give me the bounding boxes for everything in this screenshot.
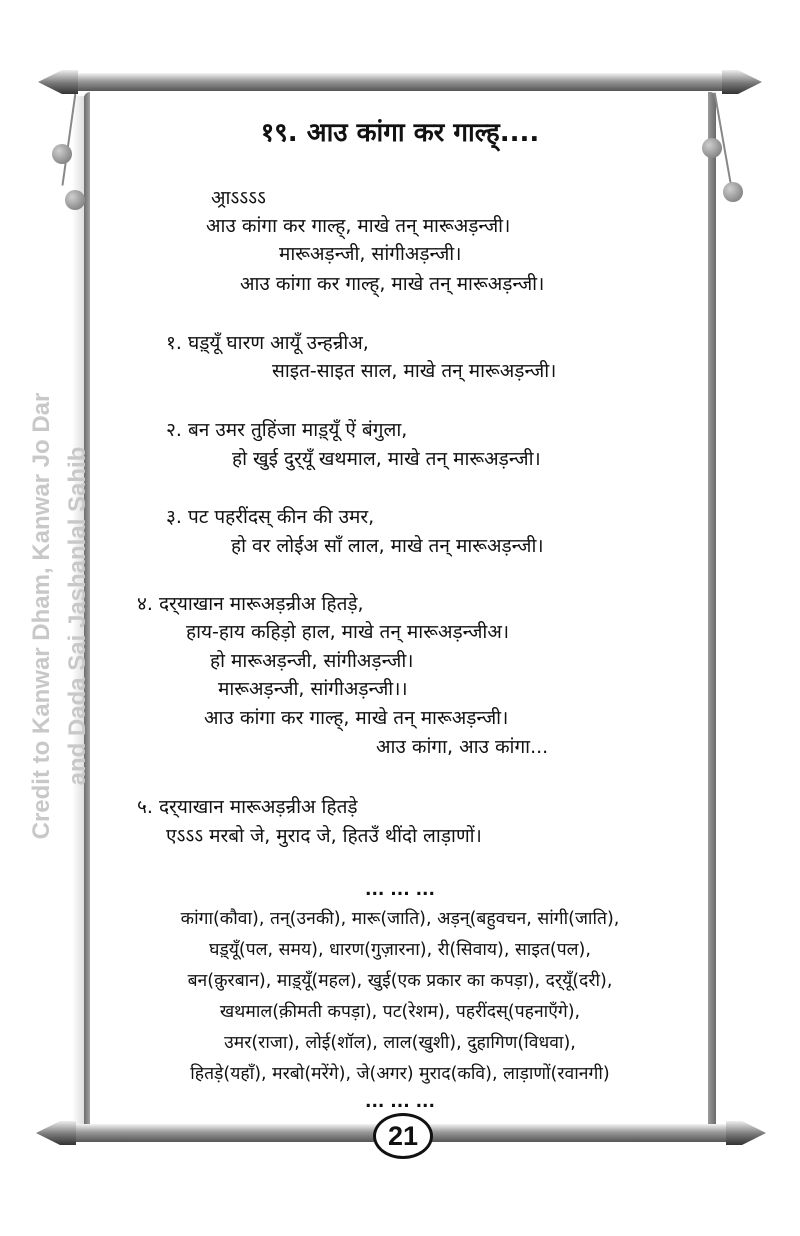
page-number-badge: 21 <box>373 1113 433 1159</box>
glossary-line-5: उमर(राजा), लोई(शॉल), लाल(खुशी), दुहागिण(विधवा), <box>224 1033 576 1053</box>
bottom-left-rod-knob <box>36 1121 76 1145</box>
intro-line-3: मारूअड़न्जी, सांगीअड़न्जी। <box>279 243 462 265</box>
verse-2-line-1: २. बन उमर तुहिंजा माड़्यूँ ऐं बंगुला, <box>166 419 408 441</box>
verse-3-line-1: ३. पट पहरींदस् कीन की उमर, <box>166 506 375 528</box>
intro-line-1: अ्राऽऽऽऽ <box>211 187 266 209</box>
verse-3-line-2: हो वर लोईअ साँ लाल, माखे तन् मारूअड़न्जी। <box>231 535 544 557</box>
verse-1-line-1: १. घड़्यूँ घारण आयूँ उन्हन्रीअ, <box>166 332 369 354</box>
glossary-line-6: हितड़े(यहाँ), मरबो(मरेंगे), जे(अगर) मुराद(कवि), लाड़ाणों(रवानगी) <box>190 1064 610 1084</box>
top-left-rod-knob <box>38 70 78 94</box>
glossary-line-1: कांगा(कौवा), तन्(उनकी), मारू(जाति), अड़न्(बहुवचन, सांगी(जाति), <box>180 909 620 929</box>
top-rod <box>62 73 734 91</box>
verse-4-line-3: हो मारूअड़न्जी, सांगीअड़न्जी। <box>210 650 414 672</box>
verse-5-line-1: ५. दर्‌याखान मारूअड़न्रीअ हितड़े <box>137 796 358 818</box>
verse-4-line-6: आउ कांगा, आउ कांगा... <box>376 736 549 758</box>
top-right-rod-knob <box>722 70 762 94</box>
verse-4-line-4: मारूअड़न्जी, सांगीअड़न्जी।। <box>218 678 408 700</box>
glossary-line-3: बन(क़ुरबान), माड़्यूँ(महल), खुई(एक प्रकार का कपड़ा), दर्‌यूँ(दरी), <box>187 971 613 991</box>
left-bead-top <box>52 144 72 164</box>
verse-2-line-2: हो खुई दुर्‌यूँ खथमाल, माखे तन् मारूअड़न्जी। <box>232 448 541 470</box>
bottom-right-rod-knob <box>726 1121 766 1145</box>
credit-watermark <box>24 296 96 936</box>
intro-line-4: आउ कांगा कर गाल्ह्, माखे तन् मारूअड़न्जी। <box>240 273 545 295</box>
song-title: १९. आउ कांगा कर गाल्ह्.... <box>260 118 540 148</box>
glossary-line-2: घड़्यूँ(पल, समय), धारण(गुज़ारना), री(सिवाय), साइत(पल), <box>209 940 591 960</box>
verse-1-line-2: साइत-साइत साल, माखे तन् मारूअड़न्जी। <box>272 360 557 382</box>
separator-dots-top: ... ... ... <box>365 880 435 900</box>
right-bead-bottom <box>723 182 743 202</box>
verse-4-line-2: हाय-हाय कहिड़ो हाल, माखे तन् मारूअड़न्जीअ। <box>186 621 510 643</box>
verse-4-line-5: आउ कांगा कर गाल्ह्, माखे तन् मारूअड़न्जी। <box>204 707 509 729</box>
left-bead-bottom <box>65 190 85 210</box>
intro-line-2: आउ कांगा कर गाल्ह्, माखे तन् मारूअड़न्जी। <box>206 215 511 237</box>
verse-4-line-1: ४. दर्‌याखान मारूअड़न्रीअ हितड़े, <box>137 593 364 615</box>
watermark-line-1: Credit to Kanwar Dham, Kanwar Jo Dar <box>28 392 55 840</box>
separator-dots-bottom: ... ... ... <box>365 1092 435 1112</box>
right-bead-top <box>702 138 722 158</box>
verse-5-line-2: एऽऽऽ मरबो जे, मुराद जे, हितउँ थींदो लाड़ाणों। <box>166 825 482 847</box>
watermark-line-2: and Dada Sai Jashanlal Sahib <box>64 446 91 786</box>
glossary-line-4: खथमाल(क़ीमती कपड़ा), पट(रेशम), पहरींदस्(पहनाएँगे), <box>219 1002 581 1022</box>
